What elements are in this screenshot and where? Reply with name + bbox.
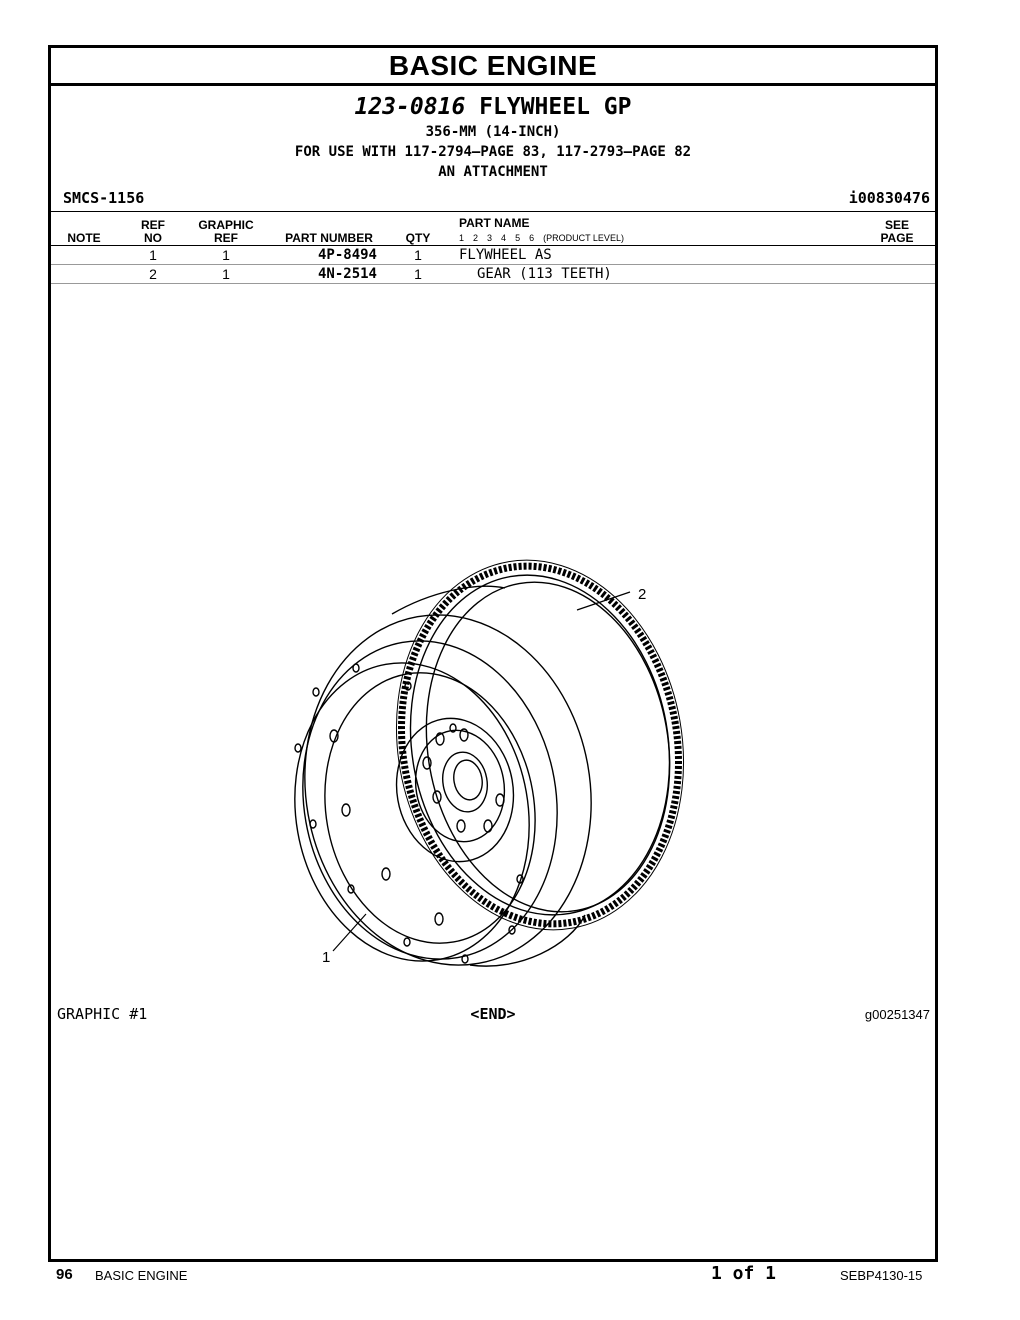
flywheel-drum — [392, 563, 695, 966]
group-type-line: AN ATTACHMENT — [438, 164, 548, 180]
col-part-name: PART NAME — [459, 216, 530, 230]
level-3: 3 — [487, 233, 493, 243]
level-1: 1 — [459, 233, 465, 243]
smcs-code: SMCS-1156 — [63, 189, 145, 207]
col-ref-no-top: REF — [141, 218, 165, 232]
graphic-label: GRAPHIC #1 — [57, 1005, 148, 1023]
group-size-line: 356-MM (14-INCH) — [425, 124, 561, 140]
row2-qty: 1 — [414, 266, 422, 282]
row2-part-number: 4N-2514 — [317, 266, 377, 282]
product-level-note: (PRODUCT LEVEL) — [543, 233, 624, 243]
col-note: NOTE — [67, 231, 101, 245]
group-name: FLYWHEEL GP — [479, 94, 632, 120]
row1-graphic-ref: 1 — [222, 247, 230, 263]
footer-page-number: 96 — [56, 1266, 73, 1283]
group-part-number: 123-0816 — [354, 94, 466, 120]
col-qty: QTY — [405, 231, 431, 245]
row1-ref-no: 1 — [149, 247, 157, 263]
row2-ref-no: 2 — [149, 266, 157, 282]
end-marker: <END> — [470, 1005, 516, 1023]
row1-part-number: 4P-8494 — [317, 247, 377, 263]
callout-2: 2 — [638, 586, 647, 603]
col-see-page-top: SEE — [884, 218, 909, 232]
footer-doc-id: SEBP4130-15 — [840, 1268, 923, 1283]
col-graphic-ref-bottom: REF — [214, 231, 238, 245]
level-4: 4 — [501, 233, 507, 243]
col-ref-no-bottom: NO — [144, 231, 162, 245]
level-6: 6 — [529, 233, 535, 243]
row1-part-name: FLYWHEEL AS — [459, 247, 552, 263]
flywheel-hub — [385, 709, 524, 871]
illustration-id: i00830476 — [848, 189, 930, 207]
col-graphic-ref-top: GRAPHIC — [198, 218, 254, 232]
level-2: 2 — [473, 233, 479, 243]
col-part-number: PART NUMBER — [285, 231, 373, 245]
graphic-id: g00251347 — [864, 1007, 930, 1022]
level-5: 5 — [515, 233, 521, 243]
callout-1: 1 — [322, 949, 331, 966]
footer-section: BASIC ENGINE — [95, 1268, 188, 1283]
footer-page-of: 1 of 1 — [711, 1263, 777, 1284]
section-title: BASIC ENGINE — [51, 48, 935, 86]
row1-qty: 1 — [414, 247, 422, 263]
group-use-line: FOR USE WITH 117-2794—PAGE 83, 117-2793—PAGE 82 — [294, 144, 692, 160]
row2-graphic-ref: 1 — [222, 266, 230, 282]
row2-part-name: GEAR (113 TEETH) — [477, 266, 612, 282]
col-see-page-bottom: PAGE — [880, 231, 914, 245]
